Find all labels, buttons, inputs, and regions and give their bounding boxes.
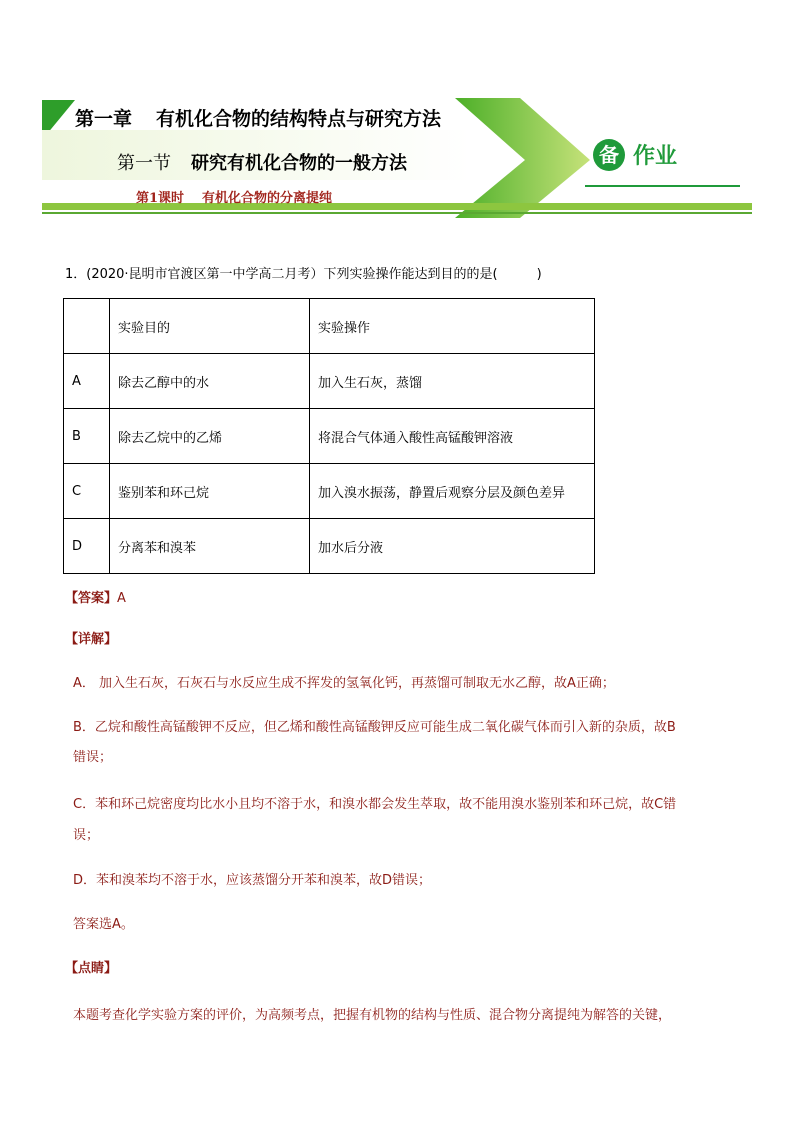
table-cell: 加水后分液 [310,519,595,574]
lesson-label: 第1课时 [136,191,185,206]
detail-a: A． 加入生石灰，石灰石与水反应生成不挥发的氢氧化钙，再蒸馏可制取无水乙醇，故A正确； [73,676,615,691]
table-cell [64,299,110,354]
table-cell: 实验操作 [310,299,595,354]
badge-text: 作业 [633,144,678,169]
answer-value: A [117,591,126,606]
table-cell: 加入溴水振荡，静置后观察分层及颜色差异 [310,464,595,519]
table-header-row [64,299,595,354]
chapter-label: 第一章 [75,108,133,130]
table-cell: 除去乙烷中的乙烯 [110,409,310,464]
detail-c-line1: C．苯和环己烷密度均比水小且均不溶于水，和溴水都会发生萃取，故不能用溴水鉴别苯和环己烷，故C错 [73,797,677,812]
table-row [64,354,595,409]
comment-text: 本题考查化学实验方案的评价，为高频考点，把握有机物的结构与性质、混合物分离提纯为解答的关键， [73,1008,672,1023]
table-cell: 加入生石灰，蒸馏 [310,354,595,409]
chapter-title: 有机化合物的结构特点与研究方法 [156,108,442,130]
lesson-title: 有机化合物的分离提纯 [202,191,333,206]
detail-b-line2: 错误； [73,750,113,765]
answer-label: 【答案】 [65,591,118,606]
table-cell: 分离苯和溴苯 [110,519,310,574]
table-cell: 将混合气体通入酸性高锰酸钾溶液 [310,409,595,464]
section-heading [117,149,407,175]
section-title: 研究有机化合物的一般方法 [191,153,407,174]
table-row [64,409,595,464]
table-cell: 实验目的 [110,299,310,354]
lesson-heading [136,187,332,206]
detail-label: 【详解】 [65,632,118,647]
detail-b-line1: B．乙烷和酸性高锰酸钾不反应，但乙烯和酸性高锰酸钾反应可能生成二氧化碳气体而引入新的杂质，故B [73,720,676,735]
question-stem: 1．(2020·昆明市官渡区第一中学高二月考）下列实验操作能达到目的的是( ) [65,267,542,282]
detail-d: D．苯和溴苯均不溶于水，应该蒸馏分开苯和溴苯，故D错误； [73,873,432,888]
options-table [63,298,595,574]
table-cell: B [64,409,110,464]
chapter-heading [75,104,441,131]
conclusion: 答案选A。 [73,917,134,932]
table-row [64,519,595,574]
table-cell: D [64,519,110,574]
answer-line [65,584,126,614]
table-cell: 鉴别苯和环己烷 [110,464,310,519]
badge-icon: 备 [593,139,625,171]
detail-c-line2: 误； [73,828,100,843]
section-label: 第一节 [117,153,171,174]
table-cell: 除去乙醇中的水 [110,354,310,409]
table-row [64,464,595,519]
table-cell: C [64,464,110,519]
comment-label: 【点睛】 [65,961,118,976]
table-cell: A [64,354,110,409]
